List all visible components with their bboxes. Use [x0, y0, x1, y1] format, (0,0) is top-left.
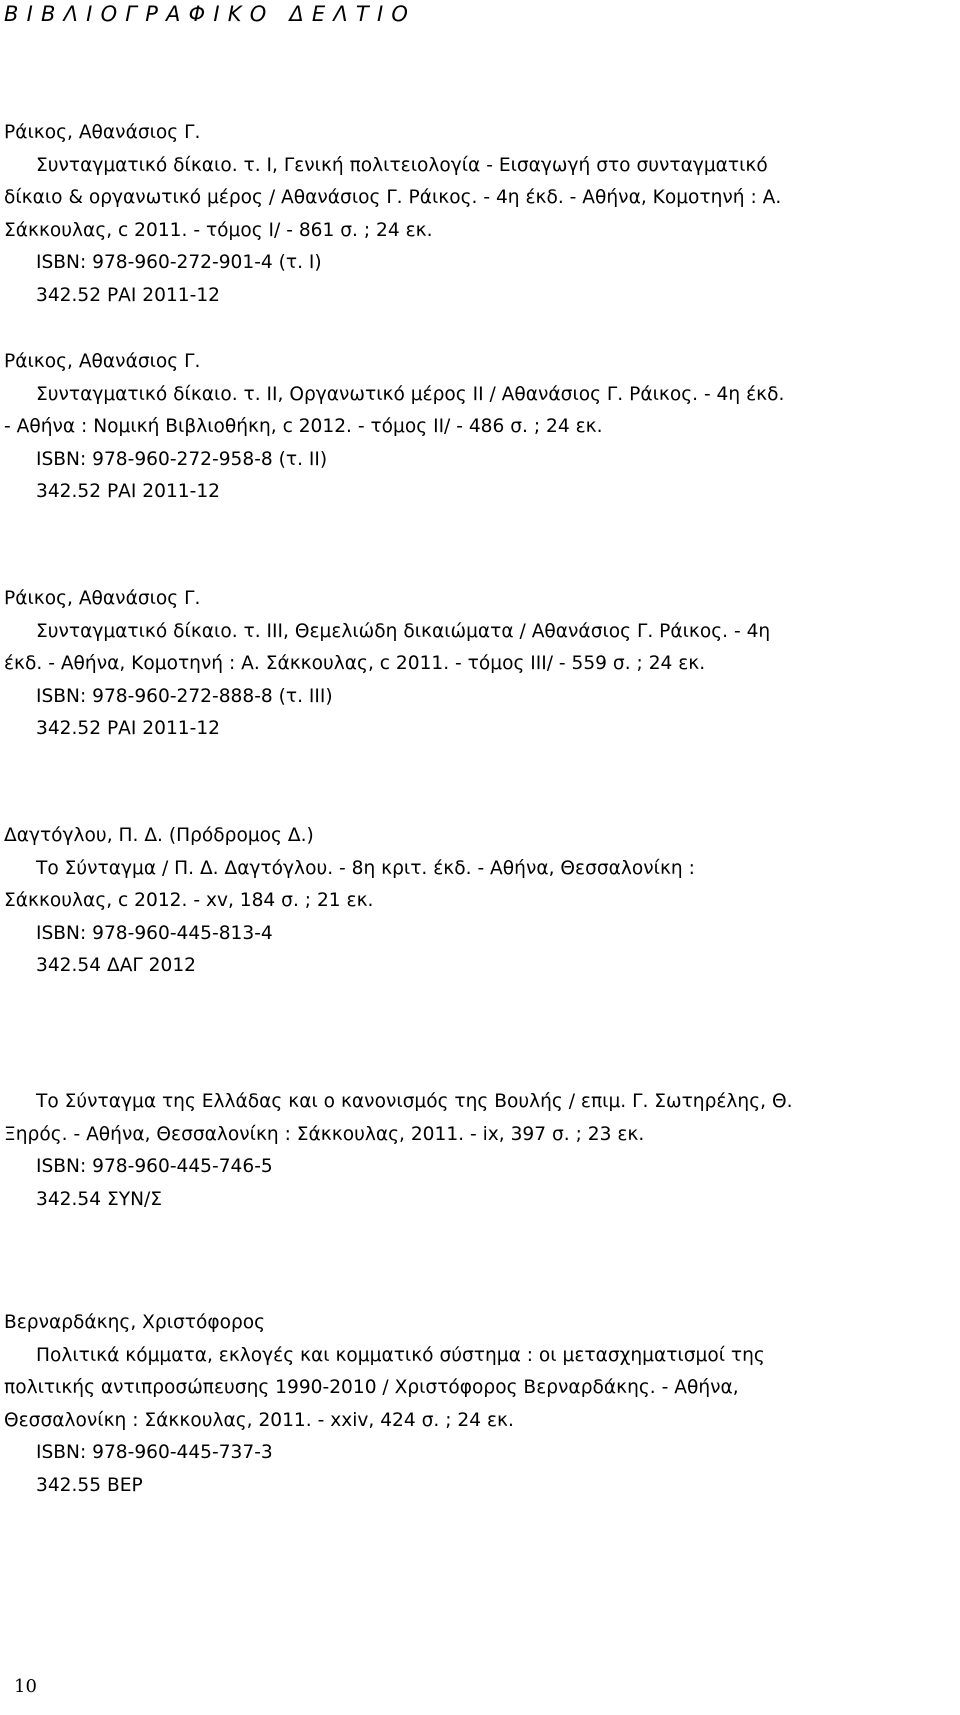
entry-description-line: - Αθήνα : Νομική Βιβλιοθήκη, c 2012. - τόμος ΙΙ/ - 486 σ. ; 24 εκ. — [4, 416, 603, 438]
entry-classification: 342.55 ΒΕΡ — [36, 1474, 143, 1496]
entry-classification: 342.54 ΣΥΝ/Σ — [36, 1188, 162, 1210]
entry-title-line: Το Σύνταγμα της Ελλάδας και ο κανονισμός της Βουλής / επιμ. Γ. Σωτηρέλης, Θ. — [36, 1091, 793, 1112]
bibliographic-entry — [4, 1086, 914, 1216]
entry-isbn: ISBN: 978-960-272-901-4 (τ. Ι) — [36, 252, 322, 274]
entry-description-line: πολιτικής αντιπροσώπευσης 1990-2010 / Χριστόφορος Βερναρδάκης. - Αθήνα, — [4, 1377, 739, 1399]
bibliographic-entry — [4, 820, 914, 983]
entry-author: Ράικος, Αθανάσιος Γ. — [4, 588, 201, 609]
entry-title-line: Συνταγματικό δίκαιο. τ. ΙΙΙ, Θεμελιώδη δικαιώματα / Αθανάσιος Γ. Ράικος. - 4η — [36, 620, 771, 642]
entry-isbn: ISBN: 978-960-272-888-8 (τ. ΙΙΙ) — [36, 685, 333, 707]
bibliographic-entry — [4, 346, 914, 509]
entry-author: Δαγτόγλου, Π. Δ. (Πρόδρομος Δ.) — [4, 825, 314, 846]
entry-title-line: Το Σύνταγμα / Π. Δ. Δαγτόγλου. - 8η κριτ. έκδ. - Αθήνα, Θεσσαλονίκη : — [36, 857, 695, 879]
entry-title-line: Πολιτικά κόμματα, εκλογές και κομματικό σύστημα : οι μετασχηματισμοί της — [36, 1344, 765, 1366]
entry-title-line: Συνταγματικό δίκαιο. τ. ΙΙ, Οργανωτικό μέρος ΙΙ / Αθανάσιος Γ. Ράικος. - 4η έκδ. — [36, 383, 785, 405]
page-number: 10 — [14, 1676, 37, 1697]
entry-author: Ράικος, Αθανάσιος Γ. — [4, 351, 201, 372]
entry-classification: 342.52 ΡΑΙ 2011-12 — [36, 284, 220, 306]
entry-classification: 342.52 ΡΑΙ 2011-12 — [36, 481, 220, 503]
bibliographic-entry — [4, 1307, 914, 1503]
entry-isbn: ISBN: 978-960-445-746-5 — [36, 1156, 273, 1178]
entry-title-line: Συνταγματικό δίκαιο. τ. Ι, Γενική πολιτειολογία - Εισαγωγή στο συνταγματικό — [36, 154, 768, 176]
entry-isbn: ISBN: 978-960-445-737-3 — [36, 1442, 273, 1464]
entry-author: Ράικος, Αθανάσιος Γ. — [4, 122, 201, 143]
entry-description-line: Σάκκουλας, c 2011. - τόμος Ι/ - 861 σ. ; 24 εκ. — [4, 219, 433, 241]
entry-isbn: ISBN: 978-960-445-813-4 — [36, 922, 273, 944]
entry-isbn: ISBN: 978-960-272-958-8 (τ. ΙΙ) — [36, 448, 328, 470]
entry-description-line: Θεσσαλονίκη : Σάκκουλας, 2011. - xxiv, 424 σ. ; 24 εκ. — [4, 1409, 514, 1431]
entry-author: Βερναρδάκης, Χριστόφορος — [4, 1312, 266, 1333]
entry-classification: 342.54 ΔΑΓ 2012 — [36, 955, 196, 977]
entry-description-line: δίκαιο & οργανωτικό μέρος / Αθανάσιος Γ. Ράικος. - 4η έκδ. - Αθήνα, Κομοτηνή : Α. — [4, 187, 782, 209]
bibliographic-entry — [4, 583, 914, 746]
page-header-title: ΒΙΒΛΙΟΓΡΑΦΙΚΟ ΔΕΛΤΙΟ — [4, 2, 417, 26]
entry-description-line: έκδ. - Αθήνα, Κομοτηνή : Α. Σάκκουλας, c 2011. - τόμος ΙΙΙ/ - 559 σ. ; 24 εκ. — [4, 653, 706, 675]
entry-description-line: Σάκκουλας, c 2012. - xv, 184 σ. ; 21 εκ. — [4, 890, 374, 912]
entry-classification: 342.52 ΡΑΙ 2011-12 — [36, 718, 220, 740]
bibliographic-entry — [4, 117, 914, 313]
entry-description-line: Ξηρός. - Αθήνα, Θεσσαλονίκη : Σάκκουλας, 2011. - ix, 397 σ. ; 23 εκ. — [4, 1123, 645, 1145]
